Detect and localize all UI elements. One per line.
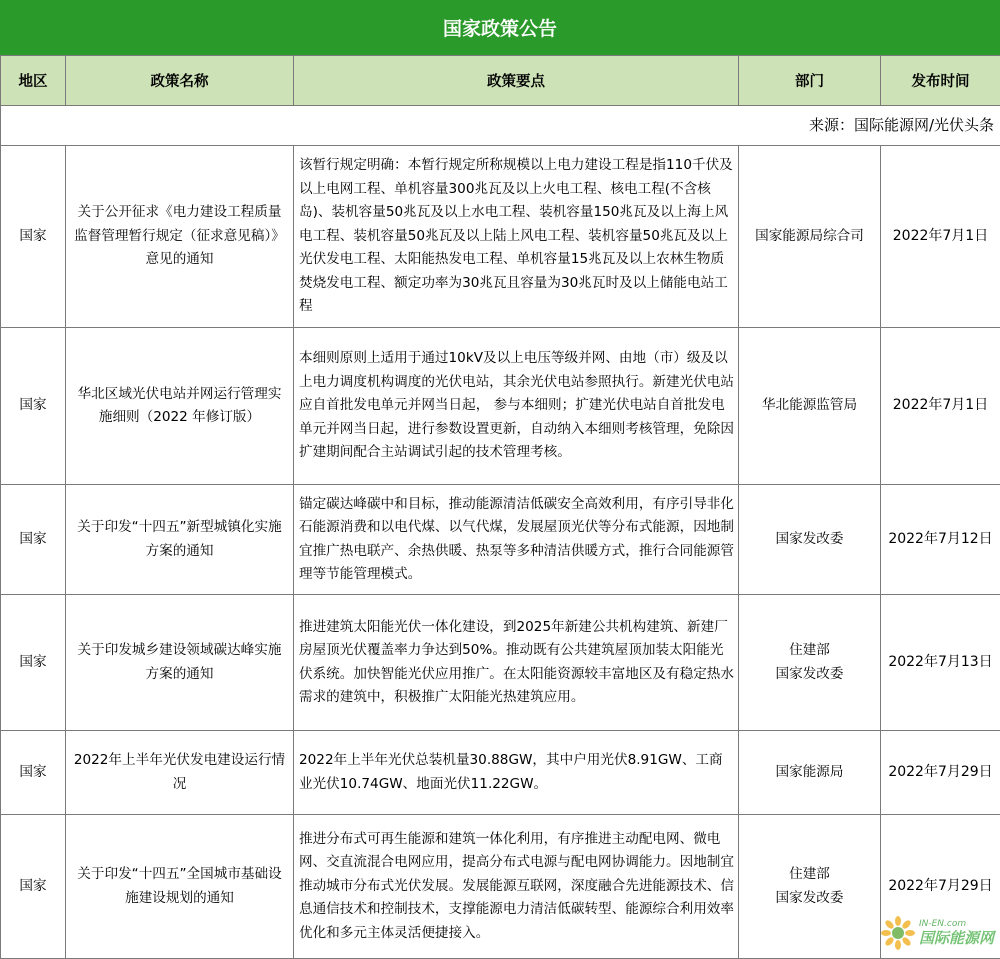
department-cell — [739, 595, 881, 731]
table-row — [1, 328, 1000, 485]
department-name: 国家发改委 — [741, 663, 878, 687]
policy-name-cell: 关于公开征求《电力建设工程质量监督管理暂行规定（征求意见稿）》意见的通知 — [66, 146, 294, 328]
region-cell: 国家 — [1, 815, 66, 959]
watermark-cn: 国际能源网 — [919, 930, 994, 947]
department-cell — [739, 328, 881, 485]
release-date-cell: 2022年7月1日 — [881, 328, 1000, 485]
region-cell: 国家 — [1, 731, 66, 815]
policy-points-cell: 锚定碳达峰碳中和目标，推动能源清洁低碳安全高效利用，有序引导非化石能源消费和以电代煤、以气代煤，发展屋顶光伏等分布式能源，因地制宜推广热电联产、余热供暖、热泵等多种清洁供暖方式，推行合同能源管理等节能管理模式。 — [294, 485, 739, 595]
department-name: 国家能源局综合司 — [741, 225, 878, 249]
release-date-cell: 2022年7月12日 — [881, 485, 1000, 595]
header-policy-points: 政策要点 — [294, 56, 739, 106]
department-name: 华北能源监管局 — [741, 394, 878, 418]
policy-points-cell: 推进分布式可再生能源和建筑一体化利用，有序推进主动配电网、微电网、交直流混合电网应用，提高分布式电源与配电网协调能力。因地制宜推动城市分布式光伏发展。发展能源互联网，深度融合先进能源技术、信息通信技术和控制技术，支撑能源电力清洁低碳转型、能源综合利用效率优化和多元主体灵活便捷接入。 — [294, 815, 739, 959]
table-row — [1, 485, 1000, 595]
table-row — [1, 731, 1000, 815]
policy-points-cell: 本细则原则上适用于通过10kV及以上电压等级并网、由地（市）级及以上电力调度机构调度的光伏电站，其余光伏电站参照执行。新建光伏电站应自首批发电单元并网当日起， 参与本细则；扩建光伏电站自首批发电单元并网当日起，进行参数设置更新，自动纳入本细则考核管理，免除因扩建期间配合主站调试引起的技术管理考核。 — [294, 328, 739, 485]
header-policy-name: 政策名称 — [66, 56, 294, 106]
release-date-cell: 2022年7月13日 — [881, 595, 1000, 731]
department-cell — [739, 815, 881, 959]
department-name: 国家能源局 — [741, 761, 878, 785]
department-name: 住建部 — [741, 863, 878, 887]
policy-name-cell: 关于印发城乡建设领域碳达峰实施方案的通知 — [66, 595, 294, 731]
policy-points-cell: 2022年上半年光伏总装机量30.88GW，其中户用光伏8.91GW、工商业光伏10.74GW、地面光伏11.22GW。 — [294, 731, 739, 815]
table-row — [1, 595, 1000, 731]
release-date-cell: 2022年7月29日 — [881, 731, 1000, 815]
region-cell: 国家 — [1, 595, 66, 731]
page-title: 国家政策公告 — [0, 0, 1000, 56]
policy-points-cell: 推进建筑太阳能光伏一体化建设，到2025年新建公共机构建筑、新建厂房屋顶光伏覆盖率力争达到50%。推动既有公共建筑屋顶加装太阳能光伏系统。加快智能光伏应用推广。在太阳能资源较丰富地区及有稳定热水需求的建筑中，积极推广太阳能光热建筑应用。 — [294, 595, 739, 731]
department-name: 国家发改委 — [741, 887, 878, 911]
department-cell — [739, 485, 881, 595]
release-date-cell: 2022年7月29日 — [881, 815, 1000, 959]
header-department: 部门 — [739, 56, 881, 106]
header-row — [1, 56, 1000, 106]
header-release-date: 发布时间 — [881, 56, 1000, 106]
header-region: 地区 — [1, 56, 66, 106]
watermark-en: IN-EN.com — [919, 920, 994, 930]
region-cell: 国家 — [1, 485, 66, 595]
source-note: 来源：国际能源网/光伏头条 — [1, 106, 1000, 146]
department-name: 住建部 — [741, 639, 878, 663]
table-row — [1, 146, 1000, 328]
release-date-cell: 2022年7月1日 — [881, 146, 1000, 328]
region-cell: 国家 — [1, 146, 66, 328]
department-cell — [739, 146, 881, 328]
region-cell: 国家 — [1, 328, 66, 485]
policy-points-cell: 该暂行规定明确：本暂行规定所称规模以上电力建设工程是指110千伏及以上电网工程、单机容量300兆瓦及以上火电工程、核电工程(不含核岛)、装机容量50兆瓦及以上水电工程、装机容量150兆瓦及以上海上风电工程、装机容量50兆瓦及以上陆上风电工程、装机容量50兆瓦及以上光伏发电工程、太阳能热发电工程、单机容量15兆瓦及以上农林生物质焚烧发电工程、额定功率为30兆瓦且容量为30兆瓦时及以上储能电站工程 — [294, 146, 739, 328]
department-cell — [739, 731, 881, 815]
table-row — [1, 815, 1000, 959]
policy-name-cell: 华北区域光伏电站并网运行管理实施细则（2022 年修订版） — [66, 328, 294, 485]
policy-name-cell: 关于印发“十四五”新型城镇化实施方案的通知 — [66, 485, 294, 595]
policy-table — [0, 55, 1000, 959]
policy-name-cell: 关于印发“十四五”全国城市基础设施建设规划的通知 — [66, 815, 294, 959]
department-name: 国家发改委 — [741, 528, 878, 552]
policy-name-cell: 2022年上半年光伏发电建设运行情况 — [66, 731, 294, 815]
source-row — [1, 106, 1000, 146]
